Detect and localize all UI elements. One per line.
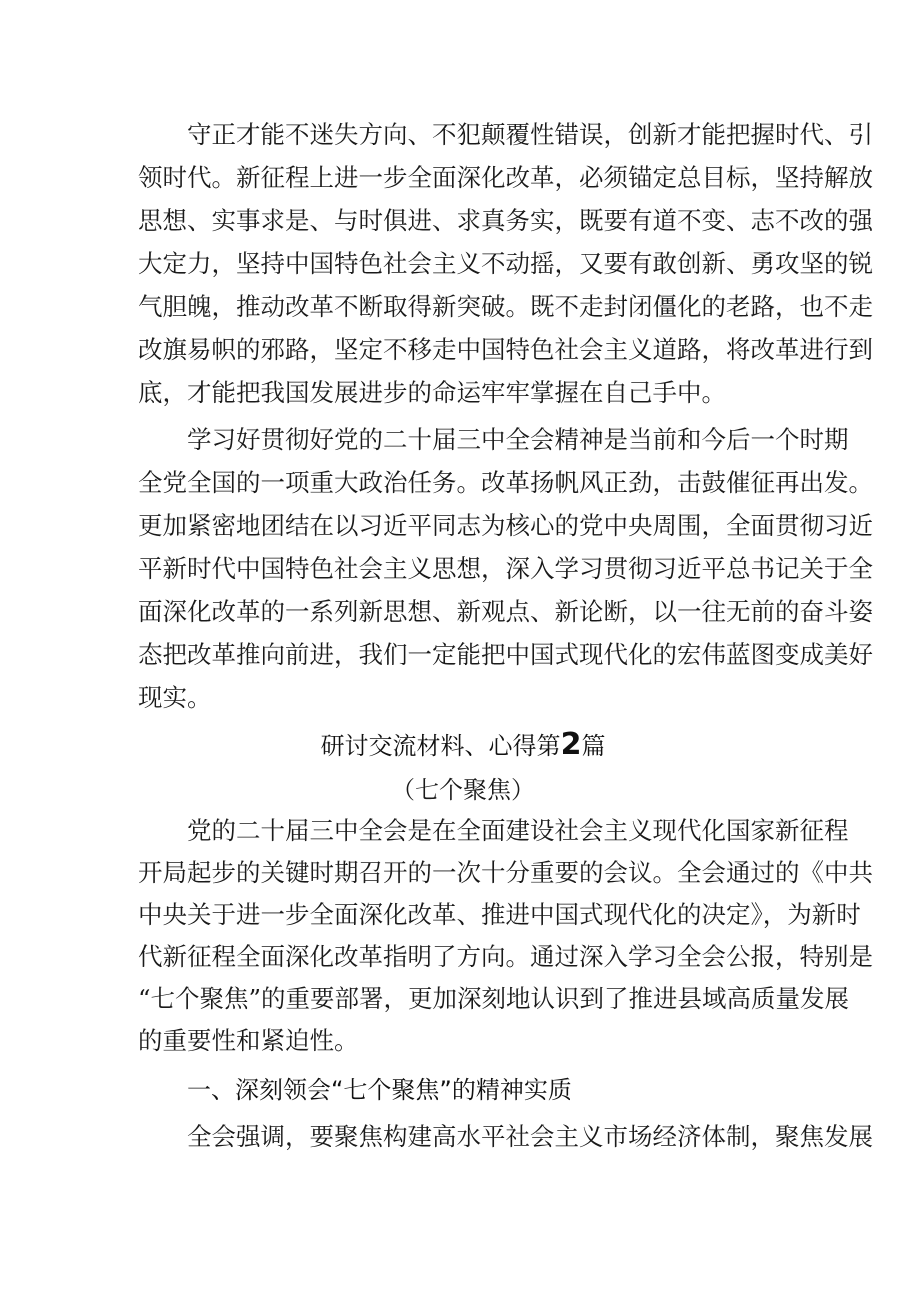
- paragraph-2-line-5: 面深化改革的一系列新思想、新观点、新论断，以一往无前的奋斗姿: [138, 597, 873, 626]
- paragraph-1-line-2: 领时代。新征程上进一步全面深化改革，必须锚定总目标，坚持解放: [138, 163, 873, 192]
- paragraph-3-line-5: “七个聚焦”的重要部署，更加深刻地认识到了推进县域高质量发展: [138, 984, 850, 1013]
- paragraph-2-line-6: 态把改革推向前进，我们一定能把中国式现代化的宏伟蓝图变成美好: [138, 640, 873, 669]
- article-title-number: 2: [560, 727, 582, 762]
- article-title-suffix: 篇: [581, 732, 606, 760]
- article-title: [138, 727, 788, 764]
- paragraph-1-line-3: 思想、实事求是、与时俱进、求真务实，既要有道不变、志不改的强: [138, 206, 873, 235]
- paragraph-1-line-6: 改旗易帜的邪路，坚定不移走中国特色社会主义道路，将改革进行到: [138, 335, 873, 364]
- paragraph-2-line-7: 现实。: [138, 683, 212, 712]
- paragraph-2-line-3: 更加紧密地团结在以习近平同志为核心的党中央周围，全面贯彻习近: [138, 511, 873, 540]
- paragraph-3-line-2: 开局起步的关键时期召开的一次十分重要的会议。全会通过的《中共: [138, 858, 873, 887]
- article-subtitle: （七个聚焦）: [391, 776, 535, 804]
- paragraph-1-line-1: 守正才能不迷失方向、不犯颠覆性错误，创新才能把握时代、引: [187, 120, 873, 149]
- paragraph-3-line-3: 中央关于进一步全面深化改革、推进中国式现代化的决定》，为新时: [138, 900, 861, 929]
- paragraph-3-line-4: 代新征程全面深化改革指明了方向。通过深入学习全会公报，特别是: [138, 942, 873, 971]
- article-title-prefix: 研讨交流材料、心得第: [320, 732, 561, 760]
- paragraph-1-line-4: 大定力，坚持中国特色社会主义不动摇，又要有敢创新、勇攻坚的锐: [138, 249, 873, 278]
- paragraph-3-line-1: 党的二十届三中全会是在全面建设社会主义现代化国家新征程: [187, 816, 849, 845]
- section-heading: 一、深刻领会“七个聚焦”的精神实质: [187, 1076, 572, 1104]
- paragraph-3-line-6: 的重要性和紧迫性。: [138, 1026, 359, 1055]
- paragraph-2-line-2: 全党全国的一项重大政治任务。改革扬帆风正劲，击鼓催征再出发。: [138, 468, 873, 497]
- paragraph-2-line-1: 学习好贯彻好党的二十届三中全会精神是当前和今后一个时期: [187, 425, 849, 454]
- paragraph-4-line-1: 全会强调，要聚焦构建高水平社会主义市场经济体制，聚焦发展: [187, 1122, 873, 1151]
- paragraph-1-line-7: 底，才能把我国发展进步的命运牢牢掌握在自己手中。: [138, 378, 726, 407]
- paragraph-2-line-4: 平新时代中国特色社会主义思想，深入学习贯彻习近平总书记关于全: [138, 554, 873, 583]
- paragraph-1-line-5: 气胆魄，推动改革不断取得新突破。既不走封闭僵化的老路，也不走: [138, 292, 873, 321]
